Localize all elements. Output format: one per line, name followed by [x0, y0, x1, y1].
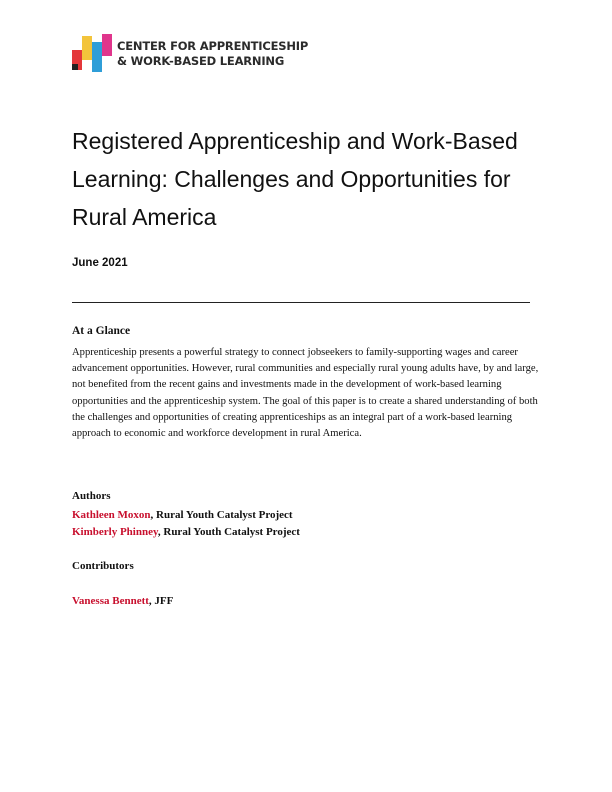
logo-text	[117, 39, 308, 69]
logo-bar-black	[72, 64, 78, 70]
author-name: Kathleen Moxon	[72, 509, 151, 521]
logo-bar-blue	[92, 42, 102, 72]
glance-body: Apprenticeship presents a powerful strategy to connect jobseekers to family-supporting wages and career advancement opportunities. However, rural communities and especially rural young adults have, by and large, not benefited from the recent gains and investments made in the development of work-based learning opportunities and the apprenticeship system. The goal of this paper is to create a shared understanding of both the challenges and opportunities of creating apprenticeships as an integral part of a work-based learning approach to economic and workforce development in rural America.	[72, 347, 539, 440]
logo-line-2: & WORK-BASED LEARNING	[117, 54, 285, 68]
author-name: Kimberly Phinney	[72, 526, 158, 538]
glance-heading: At a Glance	[72, 325, 131, 337]
author-affiliation: , Rural Youth Catalyst Project	[157, 526, 300, 538]
logo-bar-yellow	[82, 36, 92, 60]
authors-heading: Authors	[72, 490, 111, 502]
publication-date: June 2021	[72, 257, 128, 269]
divider	[72, 302, 530, 303]
author-item	[72, 509, 293, 521]
contributor-item	[72, 595, 173, 607]
author-item	[72, 526, 300, 538]
contributors-heading: Contributors	[72, 560, 134, 572]
logo-bar-pink	[102, 34, 112, 56]
contributor-name: Vanessa Bennett	[72, 595, 149, 607]
contributor-affiliation: , JFF	[148, 595, 174, 607]
logo-line-1: CENTER FOR APPRENTICESHIP	[117, 39, 309, 53]
author-affiliation: , Rural Youth Catalyst Project	[150, 509, 293, 521]
document-title: Registered Apprenticeship and Work-Based Learning: Challenges and Opportunities for Rural America	[72, 128, 518, 230]
